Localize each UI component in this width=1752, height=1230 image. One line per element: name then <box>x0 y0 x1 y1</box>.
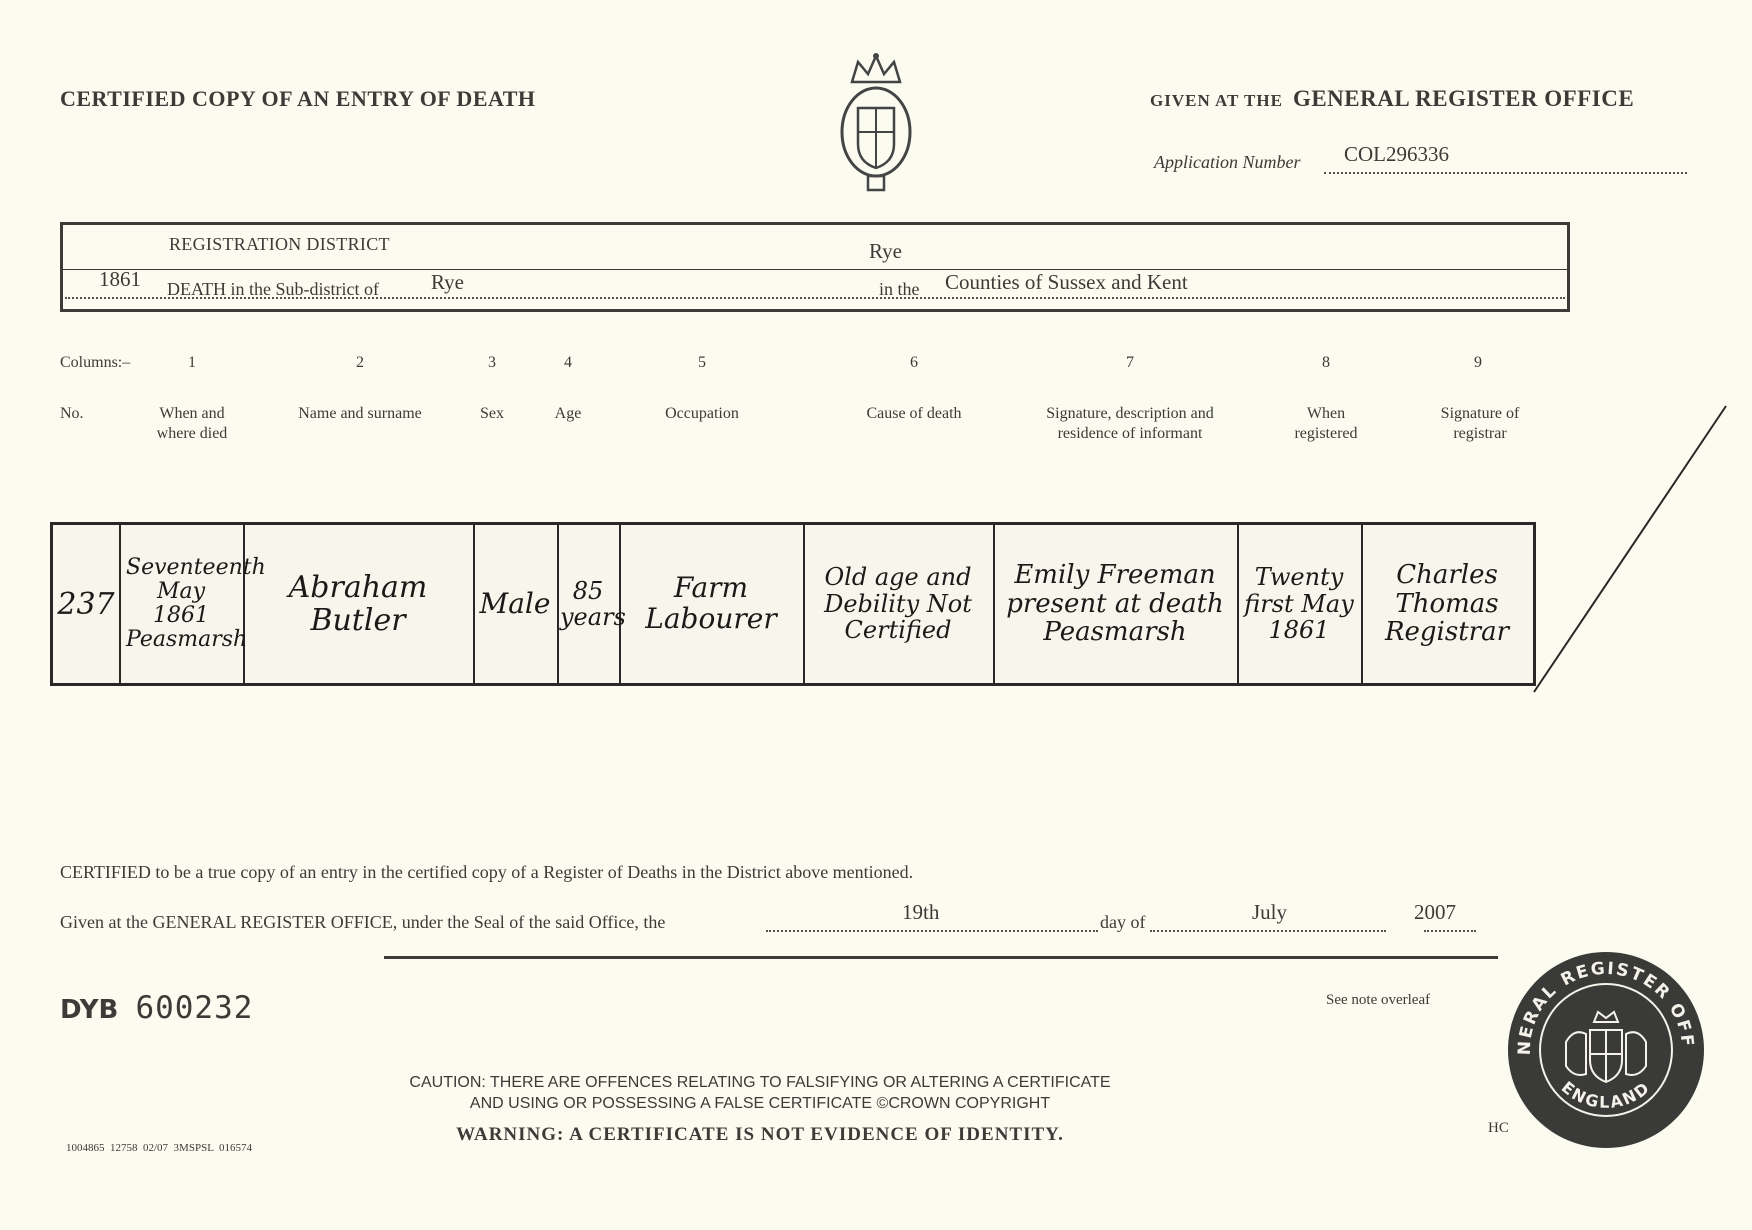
header-informant: Signature, description and residence of informant <box>1046 405 1214 442</box>
entry-no: 237 <box>57 586 115 622</box>
hc-mark: HC <box>1488 1120 1509 1136</box>
column-number-2: 2 <box>356 354 364 371</box>
column-number-8: 8 <box>1322 354 1330 371</box>
identity-warning: WARNING: A CERTIFICATE IS NOT EVIDENCE OF IDENTITY. <box>456 1124 1064 1145</box>
column-number-1: 1 <box>188 354 196 371</box>
header-when-where: When and where died <box>156 405 228 442</box>
column-number-3: 3 <box>488 354 496 371</box>
entry-cause: Old age and Debility Not Certified <box>824 563 972 645</box>
day-of-label: day of <box>1100 912 1146 932</box>
application-number-value: COL296336 <box>1344 142 1449 166</box>
seal-top-text: NERAL REGISTER OFF <box>1514 958 1698 1056</box>
see-note-overleaf: See note overleaf <box>1326 992 1431 1008</box>
given-at-row <box>60 900 1480 936</box>
header-no: No. <box>60 405 84 422</box>
royal-crest-icon <box>838 52 914 194</box>
header-sex: Sex <box>480 405 504 422</box>
subdistrict-value: Rye <box>431 270 464 294</box>
header-registrar: Signature of registrar <box>1440 405 1520 442</box>
column-number-9: 9 <box>1474 354 1482 371</box>
cancellation-line <box>1530 400 1730 700</box>
entry-informant: Emily Freeman present at death Peasmarsh <box>1006 560 1224 648</box>
column-number-5: 5 <box>698 354 706 371</box>
registration-district-label: REGISTRATION DISTRICT <box>169 234 390 254</box>
column-number-6: 6 <box>910 354 918 371</box>
serial-number <box>60 990 253 1026</box>
caution-line-1: CAUTION: THERE ARE OFFENCES RELATING TO FALSIFYING OR ALTERING A CERTIFICATE <box>409 1074 1111 1091</box>
caution-text <box>320 1072 1200 1114</box>
caution-line-2: AND USING OR POSSESSING A FALSE CERTIFICATE ©CROWN COPYRIGHT <box>469 1095 1051 1112</box>
certificate-year: 2007 <box>1414 900 1456 924</box>
seal-bottom-text: ENGLAND <box>1557 1077 1655 1112</box>
entry-when-registered: Twenty first May 1861 <box>1244 563 1354 645</box>
in-the-label: in the <box>879 279 920 299</box>
application-number-label: Application Number <box>1154 152 1301 172</box>
print-code: 1004865 12758 02/07 3MSPSL 016574 <box>66 1142 253 1154</box>
serial-digits: 600232 <box>135 990 254 1026</box>
certified-statement: CERTIFIED to be a true copy of an entry in the certified copy of a Register of Deaths in the District above mentioned. <box>60 862 914 882</box>
entry-age: 85 years <box>560 576 626 631</box>
district-box <box>60 222 1570 312</box>
columns-label: Columns:– <box>60 354 131 371</box>
certificate-day: 19th <box>902 900 940 924</box>
header-cause: Cause of death <box>866 405 962 422</box>
entry-occupation: Farm Labourer <box>645 571 777 635</box>
entry-when-where: Seventeenth May 1861 Peasmarsh <box>126 554 266 653</box>
registration-district-value: Rye <box>869 239 902 263</box>
header-age: Age <box>554 405 582 422</box>
entry-registrar: Charles Thomas Registrar <box>1384 560 1510 648</box>
given-at-label: GIVEN AT THE <box>1150 91 1283 110</box>
counties-value: Counties of Sussex and Kent <box>945 270 1188 294</box>
death-year: 1861 <box>99 267 141 291</box>
entry-sex: Male <box>479 586 551 620</box>
given-office-label: GENERAL REGISTER OFFICE <box>1292 86 1635 111</box>
column-number-7: 7 <box>1126 354 1134 371</box>
certificate-title: CERTIFIED COPY OF AN ENTRY OF DEATH <box>60 86 536 111</box>
given-at-text: Given at the GENERAL REGISTER OFFICE, under the Seal of the said Office, the <box>60 912 666 932</box>
gro-seal <box>1506 950 1706 1150</box>
header-occupation: Occupation <box>665 405 739 422</box>
divider-line <box>384 956 1498 959</box>
subdistrict-label: DEATH in the Sub-district of <box>167 279 379 299</box>
certificate-month: July <box>1252 900 1288 924</box>
given-at-header <box>1150 86 1634 112</box>
header-name: Name and surname <box>298 405 422 422</box>
entry-name: Abraham Butler <box>288 570 428 638</box>
entry-row <box>50 522 1536 686</box>
application-number-row <box>1154 142 1687 172</box>
serial-prefix: DYB <box>60 995 119 1025</box>
column-number-4: 4 <box>564 354 572 371</box>
header-when-registered: When registered <box>1294 405 1358 442</box>
